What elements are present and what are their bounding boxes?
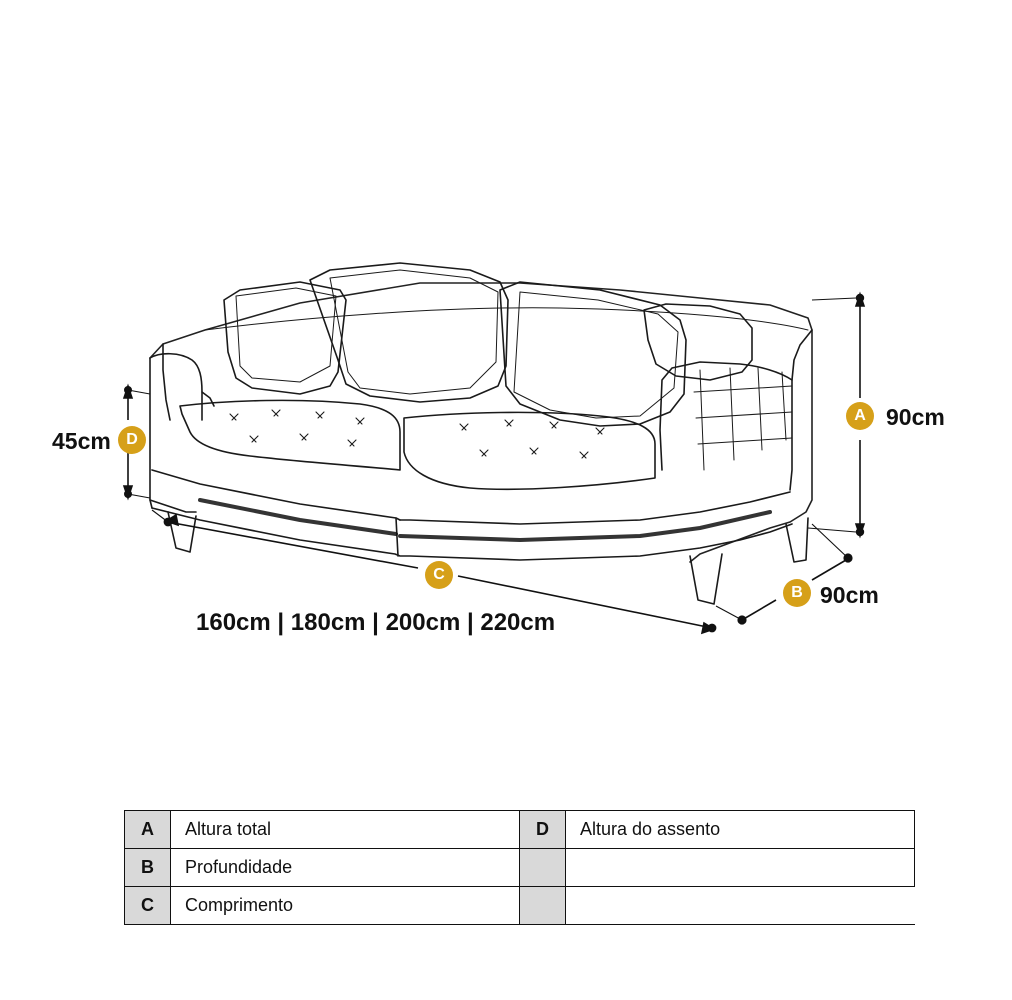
dimension-value-d: 45cm [52, 428, 111, 454]
legend-key-b: B [125, 849, 171, 887]
legend-desc-empty-1 [566, 849, 915, 887]
dimension-badge-b: B [783, 579, 811, 607]
dimension-value-b: 90cm [820, 582, 879, 608]
table-row [125, 849, 915, 887]
dimension-legend-table [124, 810, 915, 925]
legend-desc-b: Profundidade [171, 849, 520, 887]
dimension-badge-a: A [846, 402, 874, 430]
legend-desc-a: Altura total [171, 811, 520, 849]
dimension-badge-c: C [425, 561, 453, 589]
legend-key-empty-1 [520, 849, 566, 887]
legend-key-a: A [125, 811, 171, 849]
legend-key-empty-2 [520, 887, 566, 925]
legend-key-c: C [125, 887, 171, 925]
legend-desc-empty-2 [566, 887, 915, 925]
dimension-value-c: 160cm | 180cm | 200cm | 220cm [196, 609, 556, 636]
legend-key-d: D [520, 811, 566, 849]
dimension-value-a: 90cm [886, 404, 945, 430]
legend-desc-c: Comprimento [171, 887, 520, 925]
legend-desc-d: Altura do assento [566, 811, 915, 849]
table-row [125, 887, 915, 925]
dimension-badge-d: D [118, 426, 146, 454]
table-row [125, 811, 915, 849]
